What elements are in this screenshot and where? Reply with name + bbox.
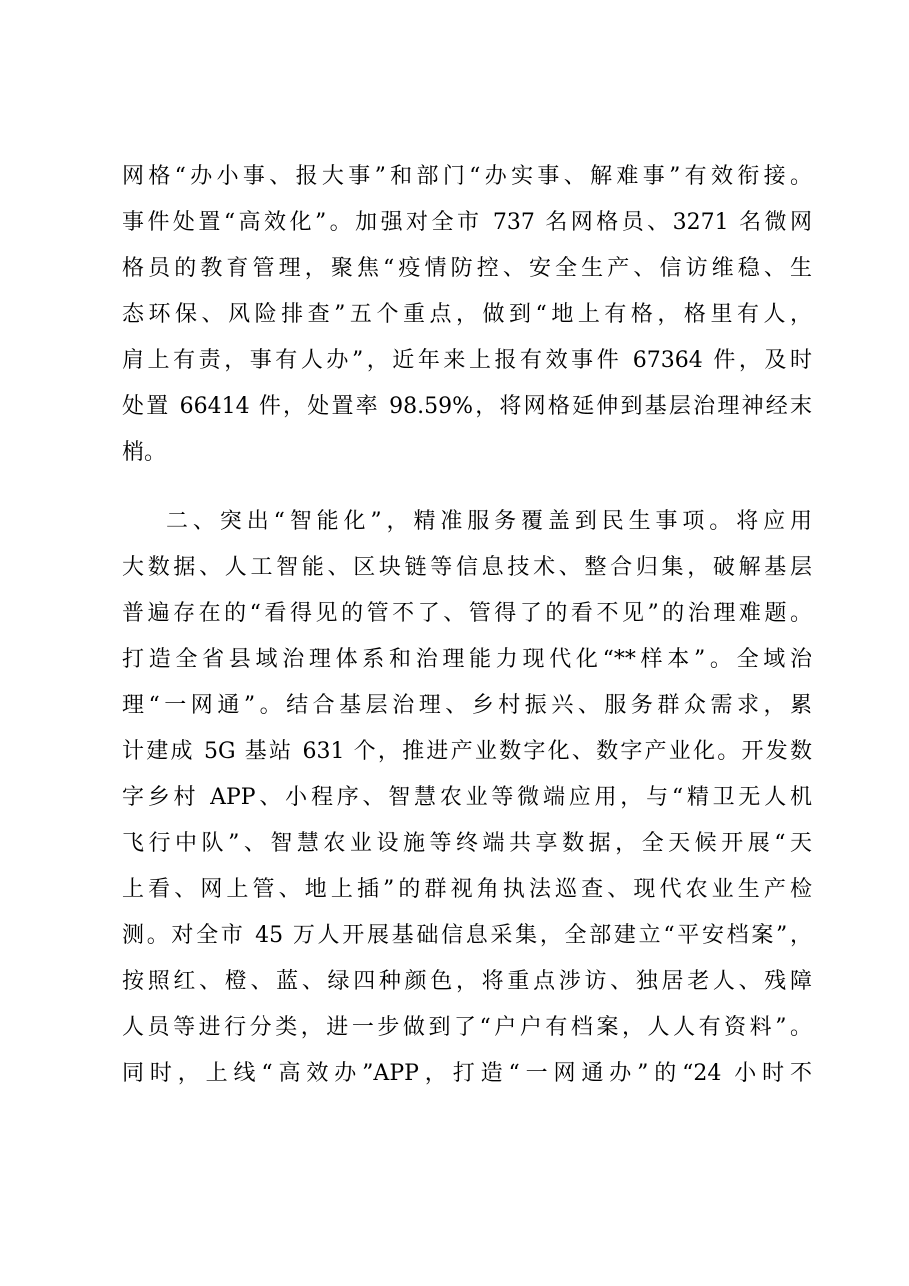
text-line: 理“一网通”。结合基层治理、乡村振兴、服务群众需求，累 bbox=[122, 693, 812, 718]
section-heading-line: 二、突出“智能化”，精准服务覆盖到民生事项。将应用 bbox=[166, 509, 812, 534]
text-line: 按照红、橙、蓝、绿四种颜色，将重点涉访、独居老人、残障 bbox=[122, 969, 812, 994]
text-line: 字乡村 APP、小程序、智慧农业等微端应用，与“精卫无人机 bbox=[122, 785, 812, 810]
text-line: 态环保、风险排查”五个重点，做到“地上有格，格里有人， bbox=[122, 302, 812, 327]
text-line: 网格“办小事、报大事”和部门“办实事、解难事”有效衔接。 bbox=[122, 164, 812, 189]
text-line: 事件处置“高效化”。加强对全市 737 名网格员、3271 名微网 bbox=[122, 210, 812, 235]
text-line: 飞行中队”、智慧农业设施等终端共享数据，全天候开展“天 bbox=[122, 831, 812, 856]
text-line: 肩上有责，事有人办”，近年来上报有效事件 67364 件，及时 bbox=[122, 348, 812, 373]
text-line: 同时，上线“高效办”APP，打造“一网通办”的“24 小时不 bbox=[122, 1061, 812, 1086]
text-line: 测。对全市 45 万人开展基础信息采集，全部建立“平安档案”， bbox=[122, 923, 812, 948]
paragraph-intelligent-service bbox=[122, 499, 812, 1097]
text-line: 打造全省县域治理体系和治理能力现代化“**样本”。全域治 bbox=[122, 647, 812, 672]
text-line: 人员等进行分类，进一步做到了“户户有档案，人人有资料”。 bbox=[122, 1015, 812, 1040]
text-line: 计建成 5G 基站 631 个，推进产业数字化、数字产业化。开发数 bbox=[122, 739, 812, 764]
document-body bbox=[122, 154, 812, 1097]
text-line: 上看、网上管、地上插”的群视角执法巡查、现代农业生产检 bbox=[122, 877, 812, 902]
text-line: 处置 66414 件，处置率 98.59%，将网格延伸到基层治理神经末 bbox=[122, 394, 812, 419]
paragraph-grid-management bbox=[122, 154, 812, 476]
text-line: 普遍存在的“看得见的管不了、管得了的看不见”的治理难题。 bbox=[122, 601, 812, 626]
text-line: 大数据、人工智能、区块链等信息技术、整合归集，破解基层 bbox=[122, 555, 812, 580]
paragraph-spacer bbox=[122, 476, 812, 499]
text-line: 格员的教育管理，聚焦“疫情防控、安全生产、信访维稳、生 bbox=[122, 256, 812, 281]
text-line: 梢。 bbox=[122, 440, 167, 465]
